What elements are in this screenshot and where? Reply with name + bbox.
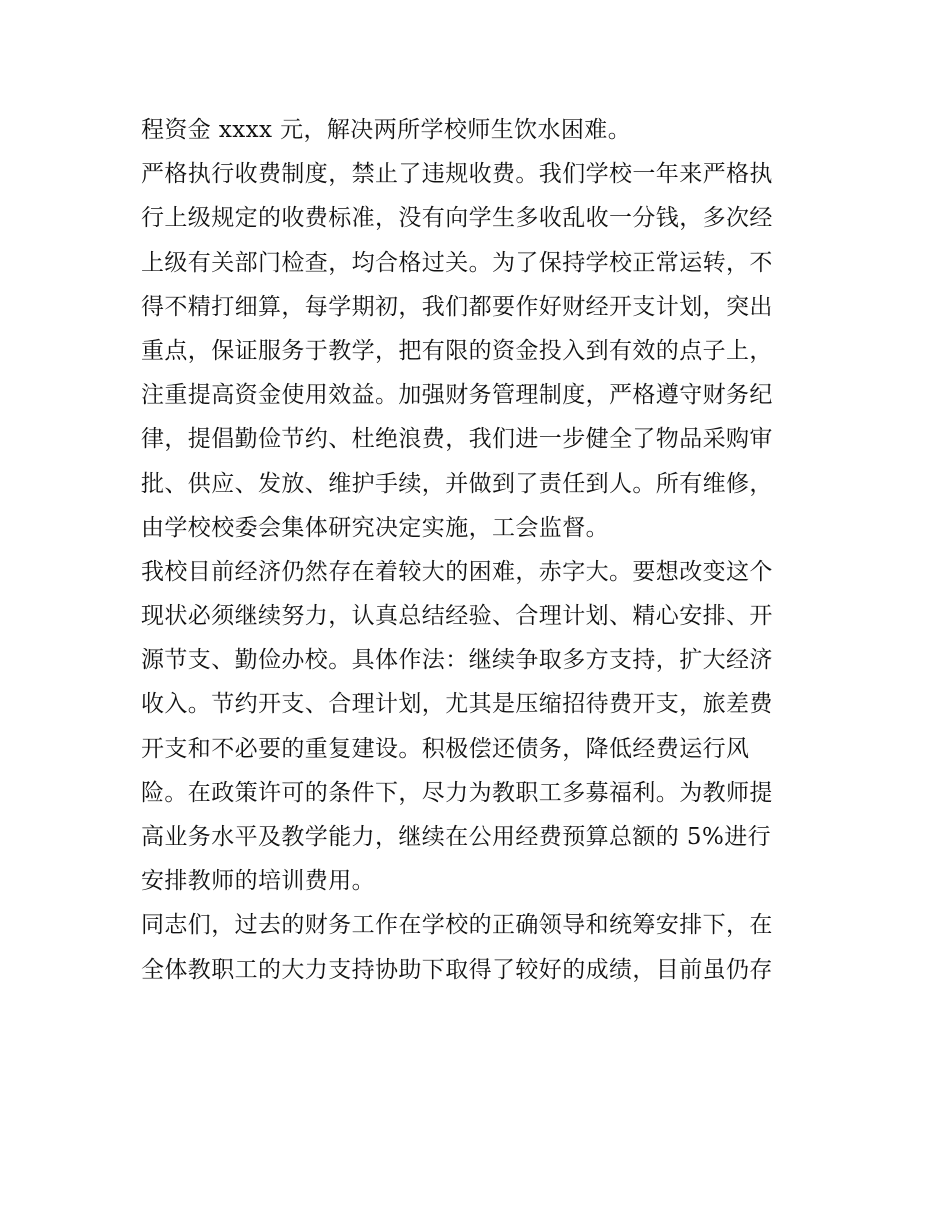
text-line: 安排教师的培训费用。 [141,868,375,895]
text-line: 开支和不必要的重复建设。积极偿还债务，降低经费运行风 [141,735,750,762]
text-line: 重点，保证服务于教学，把有限的资金投入到有效的点子上， [141,337,773,364]
text-line: 程资金 xxxx 元，解决两所学校师生饮水困难。 [141,117,632,143]
text-line: 批、供应、发放、维护手续，并做到了责任到人。所有维修， [141,470,773,497]
document-body [141,108,813,992]
text-line: 高业务水平及教学能力，继续在公用经费预算总额的 5%进行 [141,824,771,850]
text-line: 严格执行收费制度，禁止了违规收费。我们学校一年来严格执 [141,161,773,188]
text-line: 源节支、勤俭办校。具体作法：继续争取多方支持，扩大经济 [141,647,773,674]
text-line: 由学校校委会集体研究决定实施，工会监督。 [141,514,609,541]
text-line: 收入。节约开支、合理计划，尤其是压缩招待费开支，旅差费 [141,691,773,718]
text-line: 律，提倡勤俭节约、杜绝浪费，我们进一步健全了物品采购审 [141,426,773,453]
text-line: 险。在政策许可的条件下，尽力为教职工多募福利。为教师提 [141,779,773,806]
text-line: 全体教职工的大力支持协助下取得了较好的成绩，目前虽仍存 [141,956,773,983]
text-line: 得不精打细算，每学期初，我们都要作好财经开支计划，突出 [141,293,773,320]
text-line: 行上级规定的收费标准，没有向学生多收乱收一分钱，多次经 [141,205,773,232]
text-line: 同志们，过去的财务工作在学校的正确领导和统筹安排下，在 [141,912,773,939]
text-line: 我校目前经济仍然存在着较大的困难，赤字大。要想改变这个 [141,558,773,585]
text-line: 上级有关部门检查，均合格过关。为了保持学校正常运转，不 [141,249,773,276]
text-line: 注重提高资金使用效益。加强财务管理制度，严格遵守财务纪 [141,382,773,409]
text-line: 现状必须继续努力，认真总结经验、合理计划、精心安排、开 [141,603,773,630]
